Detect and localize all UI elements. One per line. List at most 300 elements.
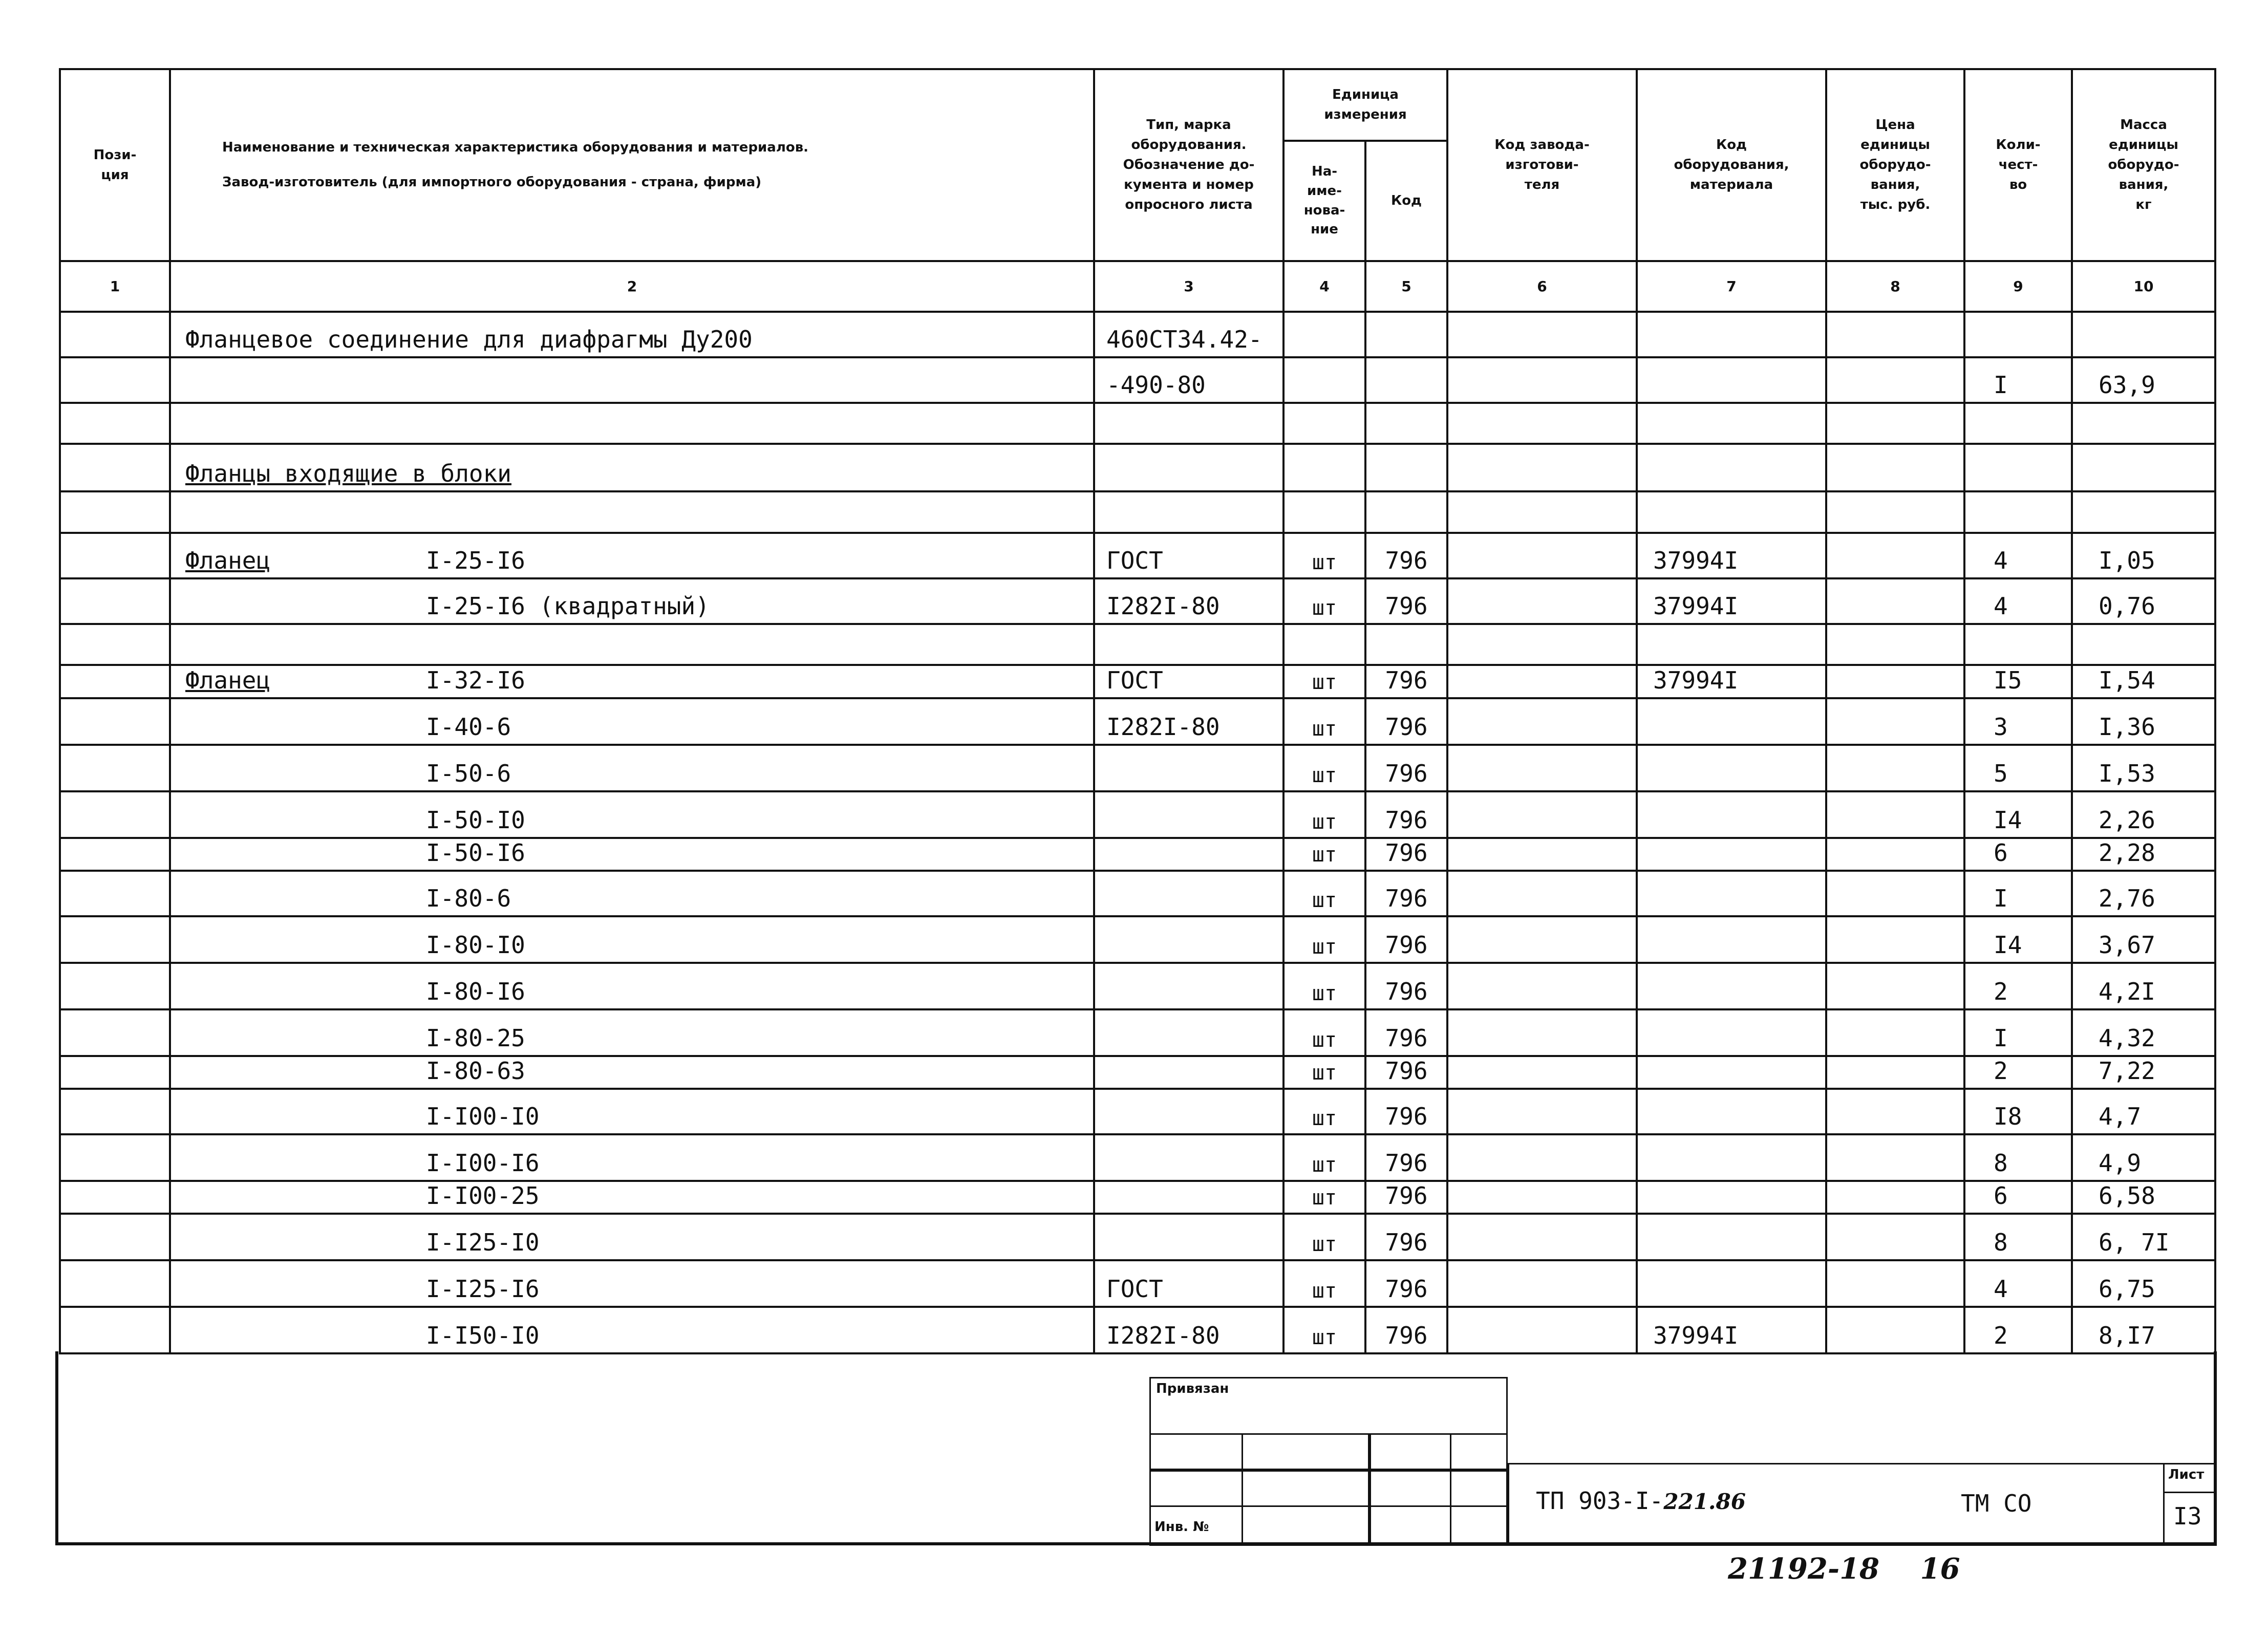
cell-manufacturer-code	[1447, 624, 1637, 665]
cell-quantity: 4	[1964, 533, 2072, 578]
cell-unit-code: 796	[1365, 1181, 1447, 1214]
cell-quantity: 5	[1964, 745, 2072, 791]
table-row	[60, 791, 2215, 838]
table-row	[60, 403, 2215, 444]
stamp-grid-col-1	[1242, 1433, 1370, 1546]
cell-material-code	[1637, 444, 1826, 491]
cell-document	[1094, 403, 1283, 444]
cell-document	[1094, 1134, 1283, 1181]
cell-unit-name: шт	[1283, 1260, 1365, 1307]
item-designation: I-I00-I0	[426, 1102, 540, 1130]
cell-unit-name	[1283, 491, 1365, 533]
cell-unit-code: 796	[1365, 916, 1447, 963]
column-number-3: 3	[1094, 261, 1283, 312]
cell-manufacturer-code	[1447, 963, 1637, 1009]
table-row	[60, 624, 2215, 665]
header-position	[60, 69, 170, 261]
cell-unit-code: 796	[1365, 1260, 1447, 1307]
cell-name	[170, 1260, 1094, 1307]
cell-unit-name: шт	[1283, 791, 1365, 838]
cell-document	[1094, 745, 1283, 791]
cell-position	[60, 745, 170, 791]
cell-quantity: 3	[1964, 698, 2072, 745]
column-number-7: 7	[1637, 261, 1826, 312]
item-designation: I-80-6	[426, 884, 511, 912]
table-row	[60, 1009, 2215, 1056]
cell-name: Фланцевое соединение для диафрагмы Ду200	[170, 312, 1094, 357]
table-row	[60, 444, 2215, 491]
cell-mass	[2072, 444, 2215, 491]
cell-unit-code	[1365, 444, 1447, 491]
cell-position	[60, 1056, 170, 1089]
cell-unit-name: шт	[1283, 1056, 1365, 1089]
table-row	[60, 916, 2215, 963]
cell-material-code	[1637, 1009, 1826, 1056]
cell-unit-code	[1365, 357, 1447, 403]
cell-document	[1094, 1089, 1283, 1134]
section-code: ТМ СО	[1961, 1490, 2032, 1517]
header-text-col1: Пози- ция	[93, 147, 137, 183]
cell-manufacturer-code	[1447, 1056, 1637, 1089]
cell-position	[60, 533, 170, 578]
table-row	[60, 963, 2215, 1009]
cell-material-code	[1637, 1214, 1826, 1260]
cell-position	[60, 698, 170, 745]
item-designation: I-80-I0	[426, 931, 525, 959]
cell-manufacturer-code	[1447, 444, 1637, 491]
cell-manufacturer-code	[1447, 1089, 1637, 1134]
cell-unit-price	[1826, 791, 1964, 838]
cell-position	[60, 1214, 170, 1260]
cell-unit-code	[1365, 312, 1447, 357]
cell-manufacturer-code	[1447, 403, 1637, 444]
cell-unit-name: шт	[1283, 838, 1365, 871]
item-designation: I-32-I6	[426, 666, 525, 695]
cell-mass: 2,76	[2072, 871, 2215, 916]
cell-quantity	[1964, 491, 2072, 533]
equipment-specification-table	[59, 68, 2216, 1354]
cell-position	[60, 665, 170, 698]
cell-position	[60, 1260, 170, 1307]
cell-material-code	[1637, 491, 1826, 533]
header-text-col45-group: Единица измерения	[1324, 87, 1407, 122]
doc-code-prefix: ТП 903-I-	[1536, 1487, 1664, 1515]
cell-unit-name: шт	[1283, 1307, 1365, 1353]
stamp-inventory-label: Инв. №	[1154, 1519, 1209, 1535]
cell-document	[1094, 1009, 1283, 1056]
item-designation: I-50-I0	[426, 806, 525, 834]
cell-quantity: I8	[1964, 1089, 2072, 1134]
cell-name	[170, 403, 1094, 444]
cell-material-code	[1637, 745, 1826, 791]
cell-unit-price	[1826, 578, 1964, 624]
cell-mass	[2072, 624, 2215, 665]
header-text-col3: Тип, марка оборудования. Обозначение до- кумента и номер опросного листа	[1123, 117, 1255, 212]
header-text-col8: Цена единицы оборудо- вания, тыс. руб.	[1859, 117, 1931, 212]
header-equipment-code	[1637, 69, 1826, 261]
table-row	[60, 533, 2215, 578]
cell-position	[60, 403, 170, 444]
cell-document: I282I-80	[1094, 1307, 1283, 1353]
cell-unit-price	[1826, 624, 1964, 665]
cell-name	[170, 871, 1094, 916]
cell-unit-price	[1826, 1181, 1964, 1214]
cell-unit-code: 796	[1365, 1089, 1447, 1134]
cell-document	[1094, 491, 1283, 533]
cell-quantity: 4	[1964, 1260, 2072, 1307]
cell-unit-price	[1826, 698, 1964, 745]
cell-mass: I,54	[2072, 665, 2215, 698]
cell-mass: I,05	[2072, 533, 2215, 578]
column-number-10: 10	[2072, 261, 2215, 312]
cell-material-code	[1637, 791, 1826, 838]
cell-mass: 2,26	[2072, 791, 2215, 838]
cell-manufacturer-code	[1447, 1134, 1637, 1181]
cell-name	[170, 1214, 1094, 1260]
cell-quantity: 6	[1964, 1181, 2072, 1214]
cell-quantity	[1964, 624, 2072, 665]
cell-material-code	[1637, 1134, 1826, 1181]
cell-unit-code	[1365, 624, 1447, 665]
cell-material-code	[1637, 1056, 1826, 1089]
cell-material-code	[1637, 838, 1826, 871]
cell-material-code: 37994I	[1637, 1307, 1826, 1353]
cell-position	[60, 1009, 170, 1056]
item-designation: I-I00-25	[426, 1182, 540, 1210]
header-description-line2: Завод-изготовитель (для импортного оборудования - страна, фирма)	[222, 174, 762, 190]
cell-mass: 3,67	[2072, 916, 2215, 963]
header-quantity	[1964, 69, 2072, 261]
cell-quantity	[1964, 312, 2072, 357]
cell-mass	[2072, 403, 2215, 444]
cell-name	[170, 624, 1094, 665]
cell-unit-name: шт	[1283, 871, 1365, 916]
frame-left-line	[55, 1351, 58, 1545]
cell-document: ГОСТ	[1094, 533, 1283, 578]
cell-unit-price	[1826, 312, 1964, 357]
item-designation: I-I00-I6	[426, 1149, 540, 1177]
item-type-label: Фланец	[185, 546, 271, 574]
table-row	[60, 698, 2215, 745]
cell-manufacturer-code	[1447, 916, 1637, 963]
cell-unit-price	[1826, 533, 1964, 578]
cell-position	[60, 624, 170, 665]
cell-quantity: 8	[1964, 1134, 2072, 1181]
cell-unit-name: шт	[1283, 533, 1365, 578]
cell-position	[60, 871, 170, 916]
cell-unit-name: шт	[1283, 963, 1365, 1009]
cell-unit-code: 796	[1365, 745, 1447, 791]
cell-material-code	[1637, 357, 1826, 403]
cell-unit-name: шт	[1283, 1214, 1365, 1260]
cell-material-code	[1637, 916, 1826, 963]
cell-quantity: I4	[1964, 916, 2072, 963]
stamp-grid-col-2	[1370, 1433, 1451, 1546]
cell-unit-price	[1826, 745, 1964, 791]
cell-document: -490-80	[1094, 357, 1283, 403]
cell-name	[170, 357, 1094, 403]
cell-position	[60, 963, 170, 1009]
cell-position	[60, 312, 170, 357]
cell-name	[170, 1134, 1094, 1181]
cell-name	[170, 838, 1094, 871]
item-designation: I-50-I6	[426, 839, 525, 867]
cell-name	[170, 1181, 1094, 1214]
header-text-col5: Код	[1390, 192, 1422, 208]
cell-mass: I,53	[2072, 745, 2215, 791]
sheet-label: Лист	[2168, 1467, 2205, 1482]
cell-quantity: 6	[1964, 838, 2072, 871]
cell-unit-name: шт	[1283, 1009, 1365, 1056]
cell-unit-price	[1826, 1307, 1964, 1353]
cell-document	[1094, 444, 1283, 491]
cell-manufacturer-code	[1447, 698, 1637, 745]
item-designation: I-I50-I0	[426, 1322, 540, 1349]
cell-quantity: 2	[1964, 1307, 2072, 1353]
doc-code-handwritten: 221.86	[1663, 1489, 1746, 1514]
cell-manufacturer-code	[1447, 1214, 1637, 1260]
cell-manufacturer-code	[1447, 838, 1637, 871]
cell-name	[170, 665, 1094, 698]
cell-manufacturer-code	[1447, 491, 1637, 533]
cell-unit-name: шт	[1283, 916, 1365, 963]
cell-unit-name: шт	[1283, 665, 1365, 698]
cell-mass: 8,I7	[2072, 1307, 2215, 1353]
cell-manufacturer-code	[1447, 1260, 1637, 1307]
cell-unit-price	[1826, 1089, 1964, 1134]
cell-name	[170, 1009, 1094, 1056]
cell-unit-code: 796	[1365, 1056, 1447, 1089]
cell-name	[170, 491, 1094, 533]
cell-unit-name: шт	[1283, 578, 1365, 624]
cell-manufacturer-code	[1447, 871, 1637, 916]
cell-unit-name: шт	[1283, 1134, 1365, 1181]
cell-mass	[2072, 312, 2215, 357]
column-number-8: 8	[1826, 261, 1964, 312]
cell-document: I282I-80	[1094, 578, 1283, 624]
cell-document: ГОСТ	[1094, 665, 1283, 698]
cell-material-code	[1637, 403, 1826, 444]
cell-material-code	[1637, 1260, 1826, 1307]
cell-mass: 7,22	[2072, 1056, 2215, 1089]
cell-document	[1094, 1181, 1283, 1214]
cell-unit-price	[1826, 1134, 1964, 1181]
cell-unit-code: 796	[1365, 963, 1447, 1009]
cell-position	[60, 791, 170, 838]
cell-unit-price	[1826, 1214, 1964, 1260]
sheet-number: I3	[2173, 1502, 2202, 1530]
archive-number	[1728, 1552, 1960, 1586]
cell-material-code	[1637, 698, 1826, 745]
cell-document	[1094, 963, 1283, 1009]
cell-unit-code: 796	[1365, 698, 1447, 745]
cell-manufacturer-code	[1447, 1009, 1637, 1056]
header-unit-group	[1283, 69, 1447, 141]
cell-quantity: 2	[1964, 1056, 2072, 1089]
cell-unit-name	[1283, 624, 1365, 665]
table-row	[60, 871, 2215, 916]
cell-unit-name: шт	[1283, 745, 1365, 791]
cell-material-code: 37994I	[1637, 665, 1826, 698]
cell-quantity: 8	[1964, 1214, 2072, 1260]
table-row	[60, 1134, 2215, 1181]
cell-document: 460СТ34.42-	[1094, 312, 1283, 357]
cell-unit-name	[1283, 444, 1365, 491]
header-manufacturer-code	[1447, 69, 1637, 261]
cell-document	[1094, 871, 1283, 916]
cell-document	[1094, 791, 1283, 838]
stamp-privyazan-label: Привязан	[1156, 1381, 1229, 1396]
cell-unit-price	[1826, 491, 1964, 533]
item-designation: I-80-63	[426, 1057, 525, 1085]
column-number-row	[60, 261, 2215, 312]
header-text-col7: Код оборудования, материала	[1674, 137, 1789, 192]
cell-unit-code: 796	[1365, 791, 1447, 838]
cell-document	[1094, 1214, 1283, 1260]
cell-mass: 6, 7I	[2072, 1214, 2215, 1260]
cell-document	[1094, 916, 1283, 963]
cell-mass	[2072, 491, 2215, 533]
cell-position	[60, 838, 170, 871]
column-number-9: 9	[1964, 261, 2072, 312]
cell-material-code	[1637, 1181, 1826, 1214]
table-row	[60, 1089, 2215, 1134]
table-row	[60, 312, 2215, 357]
cell-mass: 4,9	[2072, 1134, 2215, 1181]
cell-quantity: I	[1964, 357, 2072, 403]
item-designation: I-80-I6	[426, 977, 525, 1005]
item-designation: I-40-6	[426, 713, 511, 741]
cell-unit-code	[1365, 491, 1447, 533]
cell-unit-name	[1283, 403, 1365, 444]
cell-document	[1094, 1056, 1283, 1089]
table-row	[60, 665, 2215, 698]
table-row	[60, 1260, 2215, 1307]
cell-quantity: I	[1964, 1009, 2072, 1056]
cell-material-code: 37994I	[1637, 578, 1826, 624]
cell-position	[60, 1089, 170, 1134]
cell-mass: 4,32	[2072, 1009, 2215, 1056]
header-unit-mass	[2072, 69, 2215, 261]
cell-material-code	[1637, 1089, 1826, 1134]
cell-position	[60, 491, 170, 533]
cell-unit-code	[1365, 403, 1447, 444]
cell-unit-name: шт	[1283, 1089, 1365, 1134]
cell-position	[60, 1134, 170, 1181]
header-text-col4: На- име- нова- ние	[1303, 164, 1345, 238]
cell-name	[170, 533, 1094, 578]
cell-material-code	[1637, 312, 1826, 357]
cell-unit-price	[1826, 916, 1964, 963]
cell-name	[170, 791, 1094, 838]
cell-unit-code: 796	[1365, 533, 1447, 578]
cell-unit-code: 796	[1365, 1009, 1447, 1056]
archive-page-value: 16	[1920, 1552, 1960, 1586]
cell-material-code	[1637, 963, 1826, 1009]
cell-manufacturer-code	[1447, 578, 1637, 624]
cell-name	[170, 1056, 1094, 1089]
table-row	[60, 1214, 2215, 1260]
cell-position	[60, 444, 170, 491]
cell-mass: 63,9	[2072, 357, 2215, 403]
table-row	[60, 745, 2215, 791]
cell-document	[1094, 838, 1283, 871]
header-type-doc	[1094, 69, 1283, 261]
cell-position	[60, 916, 170, 963]
archive-number-value: 21192-18	[1728, 1552, 1879, 1586]
column-number-6: 6	[1447, 261, 1637, 312]
cell-position	[60, 1307, 170, 1353]
cell-unit-price	[1826, 1009, 1964, 1056]
cell-name	[170, 698, 1094, 745]
cell-unit-price	[1826, 1260, 1964, 1307]
cell-name	[170, 578, 1094, 624]
cell-position	[60, 578, 170, 624]
table-row	[60, 578, 2215, 624]
table-row	[60, 491, 2215, 533]
cell-name	[170, 1089, 1094, 1134]
item-designation: I-25-I6	[426, 546, 525, 574]
cell-name	[170, 745, 1094, 791]
table-row	[60, 1056, 2215, 1089]
cell-manufacturer-code	[1447, 1307, 1637, 1353]
cell-unit-price	[1826, 1056, 1964, 1089]
cell-mass: I,36	[2072, 698, 2215, 745]
sheet-number-divider	[2163, 1492, 2217, 1493]
cell-material-code: 37994I	[1637, 533, 1826, 578]
cell-manufacturer-code	[1447, 312, 1637, 357]
header-unit-price	[1826, 69, 1964, 261]
column-number-2: 2	[170, 261, 1094, 312]
header-description-line1: Наименование и техническая характеристика оборудования и материалов.	[222, 139, 809, 155]
table-row	[60, 838, 2215, 871]
cell-quantity: I4	[1964, 791, 2072, 838]
cell-unit-name	[1283, 357, 1365, 403]
column-number-4: 4	[1283, 261, 1365, 312]
cell-unit-price	[1826, 838, 1964, 871]
cell-unit-price	[1826, 357, 1964, 403]
cell-document	[1094, 624, 1283, 665]
header-text-col6: Код завода- изготови- теля	[1494, 137, 1590, 192]
cell-unit-code: 796	[1365, 1134, 1447, 1181]
cell-unit-price	[1826, 444, 1964, 491]
cell-unit-code: 796	[1365, 1307, 1447, 1353]
item-designation: I-80-25	[426, 1024, 525, 1052]
cell-manufacturer-code	[1447, 1181, 1637, 1214]
table-row	[60, 1307, 2215, 1353]
cell-mass: 6,75	[2072, 1260, 2215, 1307]
cell-unit-name	[1283, 312, 1365, 357]
item-designation: I-25-I6 (квадратный)	[426, 592, 710, 620]
item-designation: I-50-6	[426, 759, 511, 787]
cell-quantity: I5	[1964, 665, 2072, 698]
cell-mass: 2,28	[2072, 838, 2215, 871]
cell-unit-price	[1826, 665, 1964, 698]
cell-quantity: 4	[1964, 578, 2072, 624]
cell-document: I282I-80	[1094, 698, 1283, 745]
column-number-5: 5	[1365, 261, 1447, 312]
cell-unit-price	[1826, 403, 1964, 444]
cell-document: ГОСТ	[1094, 1260, 1283, 1307]
header-unit-name	[1283, 141, 1365, 261]
item-designation: I-I25-I6	[426, 1275, 540, 1303]
cell-name	[170, 916, 1094, 963]
cell-unit-name: шт	[1283, 1181, 1365, 1214]
cell-manufacturer-code	[1447, 357, 1637, 403]
cell-manufacturer-code	[1447, 665, 1637, 698]
cell-name: Фланцы входящие в блоки	[170, 444, 1094, 491]
table-row	[60, 1181, 2215, 1214]
